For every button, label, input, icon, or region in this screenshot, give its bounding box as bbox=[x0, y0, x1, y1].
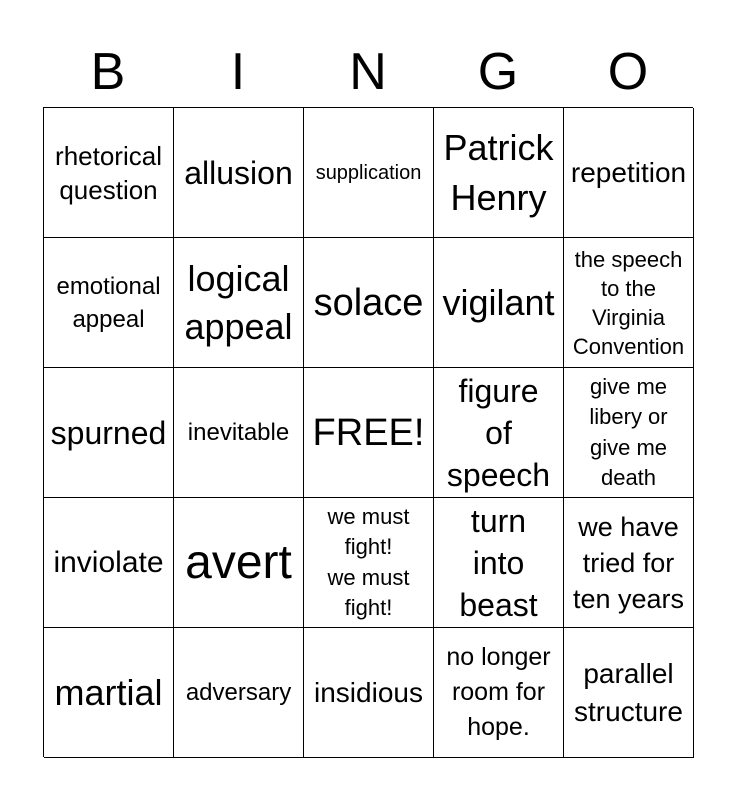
cell-text: rhetorical question bbox=[55, 140, 162, 205]
cell-text: solace bbox=[313, 281, 424, 324]
cell-text: repetition bbox=[570, 156, 687, 188]
cell-text: we must fight! we must fight! bbox=[327, 503, 410, 620]
header-letter-b: B bbox=[90, 43, 126, 101]
bingo-cell[interactable] bbox=[44, 498, 174, 628]
bingo-cell[interactable] bbox=[564, 628, 694, 758]
bingo-cell[interactable] bbox=[304, 368, 434, 498]
cell-text: the speech to the Virginia Convention bbox=[572, 246, 685, 359]
cell-text: inevitable bbox=[187, 418, 290, 446]
bingo-cell[interactable] bbox=[434, 238, 564, 368]
bingo-grid bbox=[43, 107, 693, 757]
bingo-cell[interactable] bbox=[434, 108, 564, 238]
cell-text: no longer room for hope. bbox=[446, 643, 551, 741]
bingo-cell[interactable] bbox=[564, 368, 694, 498]
bingo-cell[interactable] bbox=[564, 108, 694, 238]
cell-text: Patrick Henry bbox=[443, 126, 554, 218]
bingo-cell[interactable] bbox=[564, 498, 694, 628]
cell-text: adversary bbox=[185, 678, 292, 706]
bingo-cell[interactable] bbox=[44, 628, 174, 758]
bingo-cell[interactable] bbox=[174, 108, 304, 238]
header-letter-o: O bbox=[607, 43, 649, 101]
bingo-cell[interactable] bbox=[174, 368, 304, 498]
bingo-cell[interactable] bbox=[44, 368, 174, 498]
cell-text: insidious bbox=[314, 676, 423, 708]
cell-text: figure of speech bbox=[446, 372, 551, 493]
bingo-cell[interactable] bbox=[304, 498, 434, 628]
bingo-cell[interactable] bbox=[44, 238, 174, 368]
bingo-cell[interactable] bbox=[434, 628, 564, 758]
bingo-cell[interactable] bbox=[174, 498, 304, 628]
cell-text: give me libery or give me death bbox=[589, 373, 668, 490]
cell-text: spurned bbox=[50, 414, 167, 451]
cell-text: FREE! bbox=[312, 411, 425, 454]
cell-text: parallel structure bbox=[574, 657, 683, 727]
cell-text: turn into beast bbox=[459, 502, 538, 623]
cell-text: allusion bbox=[184, 154, 293, 191]
bingo-cell[interactable] bbox=[44, 108, 174, 238]
cell-text: avert bbox=[185, 535, 292, 589]
header-letter-i: I bbox=[230, 43, 246, 101]
cell-text: logical appeal bbox=[184, 257, 293, 347]
bingo-cell[interactable] bbox=[434, 368, 564, 498]
cell-text: emotional appeal bbox=[56, 272, 161, 333]
cell-text: vigilant bbox=[442, 281, 555, 323]
cell-text: supplication bbox=[315, 161, 422, 184]
bingo-cell[interactable] bbox=[304, 238, 434, 368]
bingo-cell[interactable] bbox=[174, 238, 304, 368]
header-letter-g: G bbox=[477, 43, 519, 101]
header-letter-n: N bbox=[349, 43, 387, 101]
bingo-cell[interactable] bbox=[564, 238, 694, 368]
bingo-cell[interactable] bbox=[304, 628, 434, 758]
cell-text: inviolate bbox=[53, 545, 164, 579]
bingo-cell[interactable] bbox=[434, 498, 564, 628]
cell-text: martial bbox=[54, 671, 163, 713]
bingo-cell[interactable] bbox=[174, 628, 304, 758]
bingo-header bbox=[43, 40, 693, 104]
cell-text: we have tried for ten years bbox=[572, 511, 685, 614]
bingo-cell[interactable] bbox=[304, 108, 434, 238]
